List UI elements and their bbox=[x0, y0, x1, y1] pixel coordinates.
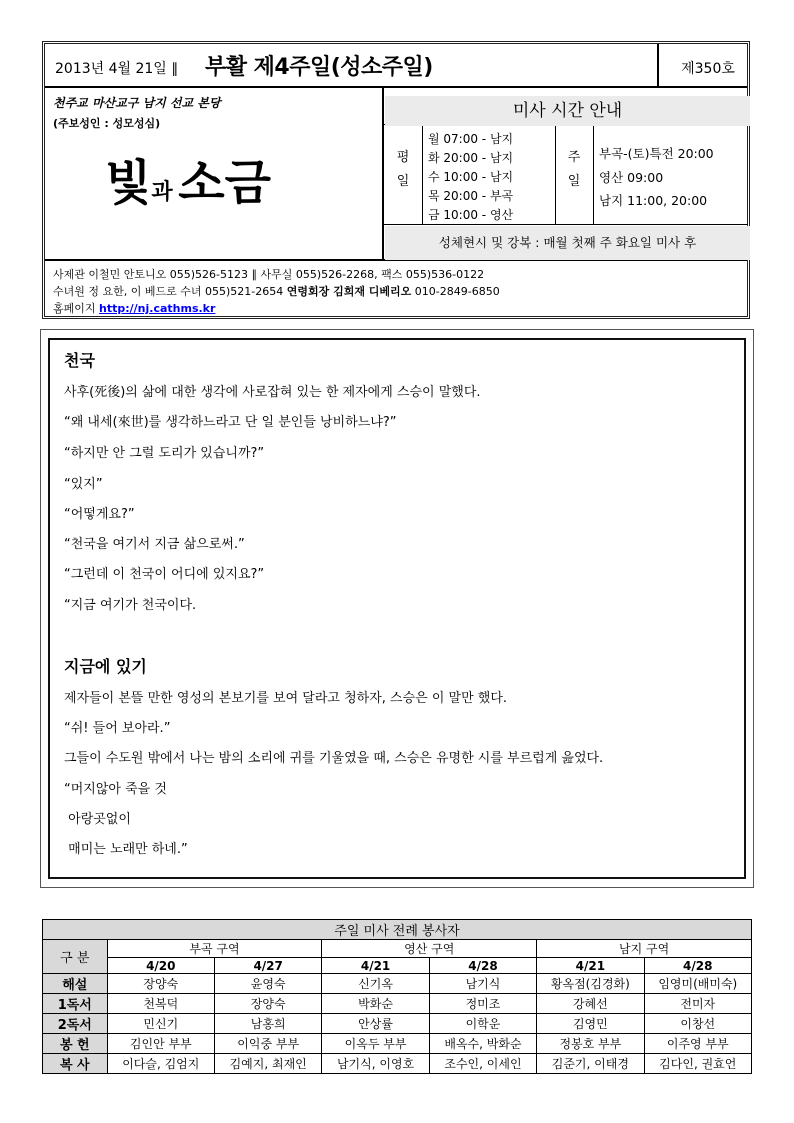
date-separator: ∥ bbox=[171, 61, 179, 77]
server-cell: 정미조 bbox=[429, 994, 536, 1014]
server-cell: 임영미(배미숙) bbox=[644, 974, 751, 994]
divider bbox=[555, 124, 556, 224]
server-cell: 이옥두 부부 bbox=[322, 1034, 429, 1054]
divider bbox=[657, 44, 659, 87]
server-cell: 이익중 부부 bbox=[214, 1034, 321, 1054]
server-cell: 이창선 bbox=[644, 1014, 751, 1034]
date-header: 4/28 bbox=[429, 958, 536, 974]
adoration-notice: 성체현시 및 강복 : 매월 첫째 주 화요일 미사 후 bbox=[385, 226, 750, 260]
article-paragraph: “왜 내세(來世)를 생각하느라고 단 일 분인들 낭비하느냐?” bbox=[64, 415, 397, 430]
server-cell: 장양숙 bbox=[107, 974, 214, 994]
weekday-mass-fri: 금 10:00 - 영산 bbox=[428, 208, 514, 222]
vertical-label-char: 주 bbox=[567, 150, 581, 165]
table-row bbox=[43, 1014, 752, 1034]
funeral-committee-head: 연령회장 김희재 디베리오 bbox=[286, 285, 412, 298]
contact-info bbox=[53, 266, 500, 317]
server-cell: 남기식, 이영호 bbox=[322, 1054, 429, 1074]
article-paragraph: “있지” bbox=[64, 477, 103, 492]
homepage-label: 홈페이지 bbox=[53, 302, 96, 315]
role-label: 봉 헌 bbox=[43, 1034, 108, 1054]
vertical-label-char: 평 bbox=[396, 150, 410, 165]
article-paragraph: “어떻게요?” bbox=[64, 507, 135, 522]
homepage-link[interactable]: http://nj.cathms.kr bbox=[99, 302, 216, 315]
server-cell: 안상률 bbox=[322, 1014, 429, 1034]
server-cell: 남홍희 bbox=[214, 1014, 321, 1034]
region-header: 부곡 구역 bbox=[107, 940, 322, 958]
server-cell: 김준기, 이태경 bbox=[537, 1054, 644, 1074]
homepage-line bbox=[53, 300, 500, 317]
server-cell: 민신기 bbox=[107, 1014, 214, 1034]
server-cell: 이다슬, 김엄지 bbox=[107, 1054, 214, 1074]
date-header: 4/21 bbox=[322, 958, 429, 974]
article-paragraph: “하지만 안 그럴 도리가 있습니까?” bbox=[64, 446, 265, 461]
issue-number: 제350호 bbox=[681, 61, 735, 77]
region-header: 영산 구역 bbox=[322, 940, 537, 958]
table-row bbox=[43, 1034, 752, 1054]
role-label: 해설 bbox=[43, 974, 108, 994]
server-cell: 장양숙 bbox=[214, 994, 321, 1014]
article-paragraph: “머지않아 죽을 것 bbox=[64, 782, 167, 797]
server-cell: 박화순 bbox=[322, 994, 429, 1014]
server-cell: 조수인, 이세인 bbox=[429, 1054, 536, 1074]
server-cell: 천복덕 bbox=[107, 994, 214, 1014]
date-header: 4/20 bbox=[107, 958, 214, 974]
table-caption-row bbox=[43, 920, 752, 940]
server-cell: 이주영 부부 bbox=[644, 1034, 751, 1054]
article-box bbox=[48, 338, 746, 879]
server-cell: 김영민 bbox=[537, 1014, 644, 1034]
sunday-mass-list bbox=[599, 142, 714, 213]
contact-line-rectory: 사제관 이철민 안토니오 055)526-5123 ∥ 사무실 055)526-2268, 팩스 055)536-0122 bbox=[53, 268, 485, 281]
server-cell: 전미자 bbox=[644, 994, 751, 1014]
sunday-label bbox=[557, 146, 591, 194]
server-cell: 남기식 bbox=[429, 974, 536, 994]
bulletin-logo bbox=[105, 144, 271, 213]
divider bbox=[593, 124, 594, 224]
logo-light: 빛 bbox=[105, 155, 152, 211]
article-paragraph: 그들이 수도원 밖에서 나는 밤의 소리에 귀를 기울였을 때, 스승은 유명한 시를 부르럽게 읊었다. bbox=[64, 751, 604, 766]
server-cell: 김인안 부부 bbox=[107, 1034, 214, 1054]
divider bbox=[422, 124, 423, 224]
parish-name: 천주교 마산교구 남지 선교 본당 bbox=[53, 96, 221, 110]
server-cell: 이학운 bbox=[429, 1014, 536, 1034]
vertical-label-char: 일 bbox=[396, 174, 410, 189]
weekday-mass-wed: 수 10:00 - 남지 bbox=[428, 170, 514, 184]
role-label: 2독서 bbox=[43, 1014, 108, 1034]
article-paragraph: “천국을 여기서 지금 삶으로써.” bbox=[64, 537, 245, 552]
server-cell: 배옥수, 박화순 bbox=[429, 1034, 536, 1054]
mass-times-title: 미사 시간 안내 bbox=[385, 96, 750, 126]
server-cell: 윤영숙 bbox=[214, 974, 321, 994]
table-row bbox=[43, 994, 752, 1014]
table-row bbox=[43, 974, 752, 994]
patron-saint: (주보성인 : 성모성심) bbox=[53, 117, 161, 130]
weekday-label-text bbox=[386, 146, 420, 194]
article-paragraph: 매미는 노래만 하네.” bbox=[64, 842, 188, 857]
servers-body bbox=[43, 974, 752, 1074]
table-row bbox=[43, 1054, 752, 1074]
date-header-row bbox=[43, 958, 752, 974]
server-cell: 김다인, 권효언 bbox=[644, 1054, 751, 1074]
liturgy-servers-table bbox=[42, 919, 752, 1074]
date-header: 4/21 bbox=[537, 958, 644, 974]
region-header: 남지 구역 bbox=[537, 940, 752, 958]
server-cell: 신기옥 bbox=[322, 974, 429, 994]
weekday-mass-tue: 화 20:00 - 남지 bbox=[428, 151, 514, 165]
funeral-committee-phone: 010-2849-6850 bbox=[411, 285, 500, 298]
logo-salt: 소금 bbox=[178, 155, 271, 211]
sunday-mass-bugok: 부곡-(토)특전 20:00 bbox=[599, 146, 714, 161]
article-paragraph: 아랑곳없이 bbox=[64, 812, 131, 827]
date-header: 4/27 bbox=[214, 958, 321, 974]
table-caption: 주일 미사 전례 봉사자 bbox=[43, 920, 752, 940]
logo-and: 과 bbox=[151, 180, 173, 205]
role-label: 1독서 bbox=[43, 994, 108, 1014]
divider bbox=[382, 87, 384, 259]
server-cell: 정봉호 부부 bbox=[537, 1034, 644, 1054]
server-cell: 강혜선 bbox=[537, 994, 644, 1014]
corner-header: 구 분 bbox=[43, 940, 108, 974]
date-header: 4/28 bbox=[644, 958, 751, 974]
article-heading-being-present: 지금에 있기 bbox=[64, 657, 147, 676]
weekday-mass-mon: 월 07:00 - 남지 bbox=[428, 132, 514, 146]
sunday-mass-namji: 남지 11:00, 20:00 bbox=[599, 193, 708, 208]
sunday-label-text bbox=[557, 146, 591, 194]
article-paragraph: “그런데 이 천국이 어디에 있지요?” bbox=[64, 567, 265, 582]
sunday-mass-yeongsan: 영산 09:00 bbox=[599, 169, 664, 185]
article-paragraph: 사후(死後)의 삶에 대한 생각에 사로잡혀 있는 한 제자에게 스승이 말했다. bbox=[64, 385, 481, 400]
article-paragraph: “쉬! 들어 보아라.” bbox=[64, 721, 171, 736]
vertical-label-char: 일 bbox=[567, 174, 581, 189]
server-cell: 황옥점(김경화) bbox=[537, 974, 644, 994]
contact-line-convent bbox=[53, 283, 500, 300]
date-text: 2013년 4월 21일 bbox=[55, 61, 167, 77]
divider bbox=[45, 86, 747, 88]
article-paragraph: “지금 여기가 천국이다. bbox=[64, 598, 197, 613]
convent-contact: 수녀원 정 요한, 이 베드로 수녀 055)521-2654 bbox=[53, 285, 287, 298]
region-header-row bbox=[43, 940, 752, 958]
issue-date bbox=[55, 58, 178, 78]
bulletin-header bbox=[42, 41, 750, 319]
sunday-title: 부활 제4주일(성소주일) bbox=[205, 55, 433, 80]
weekday-mass-thu: 목 20:00 - 부곡 bbox=[428, 189, 514, 203]
article-paragraph: 제자들이 본뜰 만한 영성의 본보기를 보여 달라고 청하자, 스승은 이 말만 했다. bbox=[64, 691, 508, 706]
server-cell: 김예지, 최재인 bbox=[214, 1054, 321, 1074]
article-heading-heaven: 천국 bbox=[64, 351, 95, 370]
weekday-mass-list bbox=[428, 130, 513, 225]
role-label: 복 사 bbox=[43, 1054, 108, 1074]
weekday-label bbox=[386, 146, 420, 194]
